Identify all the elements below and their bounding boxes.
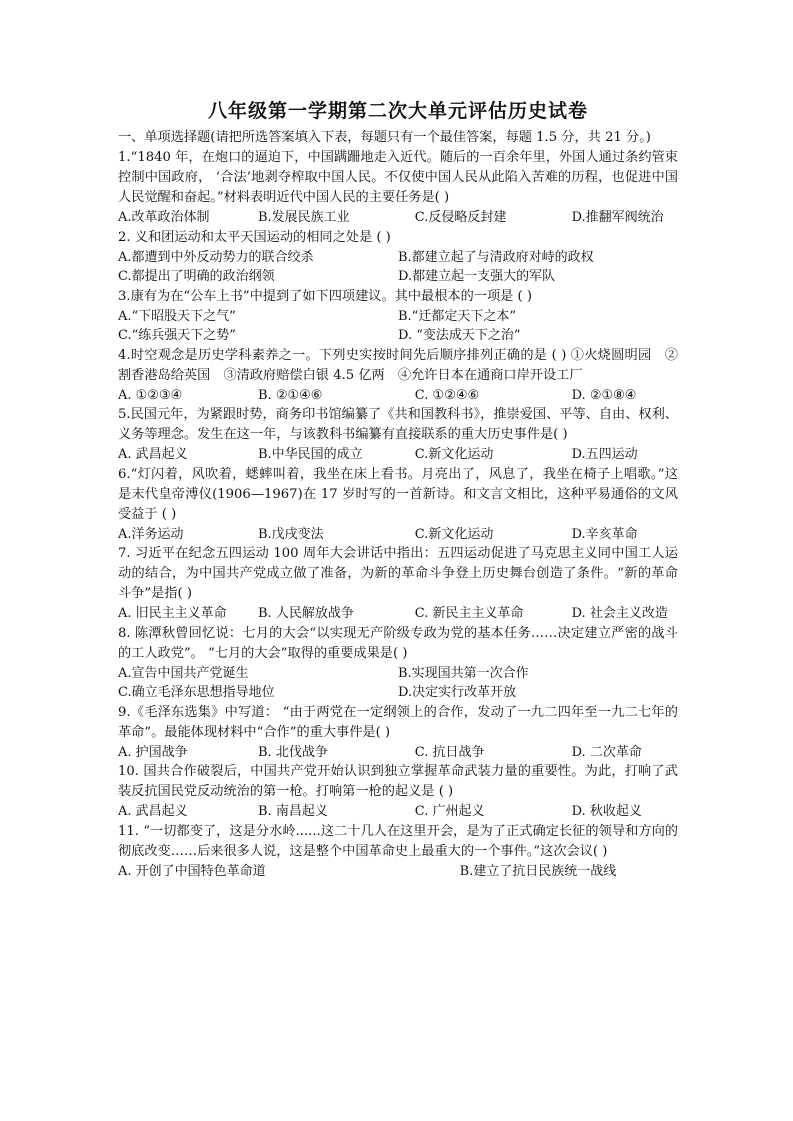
- question-stem: 8. 陈潭秋曾回忆说：七月的大会“以实现无产阶级专政为党的基本任务……决定建立严密的战斗的工人政党”。 “七月的大会”取得的重要成果是( ): [118, 625, 678, 661]
- answer-option: C. ①②④⑥: [414, 387, 480, 403]
- answer-option: A. 开创了中国特色革命道: [118, 863, 266, 879]
- answer-option: C.确立毛泽东思想指导地位: [118, 685, 275, 700]
- answer-option: B. 人民解放战争: [258, 606, 354, 621]
- exam-title: 八年级第一学期第二次大单元评估历史试卷: [207, 100, 588, 122]
- answer-option: B.实现国共第一次合作: [398, 665, 529, 681]
- question-9: [118, 703, 678, 763]
- question-4: [118, 346, 678, 406]
- answer-option: D.都建立起一支强大的军队: [398, 269, 556, 284]
- answer-option: B.发展民族工业: [258, 210, 350, 225]
- answer-option: B.都建立起了与清政府对峙的政权: [398, 249, 594, 265]
- question-stem: 5.民国元年，为紧跟时势，商务印书馆编纂了《共和国教科书》，推崇爱国、平等、自由、权利、义务等理念。发生在这一年，与该教科书编纂有直接联系的重大历史事件是( ): [118, 407, 678, 442]
- answer-option: A.“下昭股天下之气”: [118, 308, 236, 324]
- option-group: [118, 862, 678, 882]
- answer-option: C.都提出了明确的政治纲领: [118, 269, 275, 284]
- option-group: [118, 525, 678, 545]
- question-2: [118, 228, 678, 287]
- question-7: [118, 544, 678, 624]
- answer-option: B. ②①④⑥: [258, 387, 323, 403]
- question-stem: 4.时空观念是历史学科素养之一。下列史实按时间先后顺序排列正确的是 ( ) ①火烧圆明园 ②割香港岛给英国 ③清政府赔偿白银 4.5 亿两 ④允许日本在通商口岸开设工厂: [118, 347, 678, 383]
- answer-option: B. 北伐战争: [258, 744, 328, 760]
- option-group: [118, 743, 678, 763]
- answer-option: A. 旧民主主义革命: [118, 606, 227, 621]
- question-8: [118, 624, 678, 703]
- answer-option: C.新文化运动: [414, 526, 494, 542]
- answer-option: D.辛亥革命: [571, 526, 638, 542]
- question-stem: 10. 国共合作破裂后，中国共产党开始认识到独立掌握革命武装力量的重要性。为此，打响了武装反抗国民党反动统治的第一枪。打响第一枪的起义是 ( ): [118, 764, 678, 799]
- option-group: [118, 248, 678, 287]
- answer-option: B. 南昌起义: [258, 804, 328, 819]
- question-stem: 3.康有为在“公车上书”中提到了如下四项建议。其中最根本的一项是 ( ): [118, 288, 532, 304]
- option-group: [118, 208, 678, 228]
- answer-option: D.推翻军阀统治: [571, 210, 664, 225]
- answer-option: B.中华民国的成立: [258, 447, 363, 462]
- question-stem: 6.“灯闪着，风吹着，蟋蟀叫着，我坐在床上看书。月亮出了，风息了，我坐在椅子上唱歌。”这是末代皇帝溥仪(1906—1967)在 17 岁时写的一首新诗。和文言文相比，这种平易通俗的文风受益于 ( ): [118, 466, 678, 522]
- answer-option: A. 武昌起义: [118, 804, 188, 819]
- option-group: [118, 386, 678, 406]
- answer-option: B.建立了抗日民族统一战线: [459, 863, 617, 879]
- question-3: [118, 287, 678, 346]
- question-stem: 11. “一切都变了，这是分水岭......这二十几人在这里开会，是为了正式确定长征的领导和方向的彻底改变……后来很多人说，这是整个中国革命史上最重大的一个事件。”这次会议( ): [118, 823, 678, 859]
- answer-option: C.新文化运动: [414, 447, 494, 462]
- answer-option: D. 社会主义改造: [571, 606, 668, 621]
- answer-option: C. 广州起义: [414, 804, 485, 819]
- question-stem: 2. 义和团运动和太平天国运动的相同之处是 ( ): [118, 229, 391, 245]
- question-1: [118, 148, 678, 228]
- answer-option: D.决定实行改革开放: [398, 685, 517, 700]
- question-list: [118, 148, 678, 881]
- answer-option: A.洋务运动: [118, 526, 184, 542]
- answer-option: A. 护国战争: [118, 744, 188, 760]
- question-6: [118, 465, 678, 545]
- question-stem: 9.《毛泽东选集》中写道： “由于两党在一定纲领上的合作，发动了一九二四年至一九二七年的革命”。最能体现材料中“合作”的重大事件是( ): [118, 704, 678, 740]
- answer-option: A.宣告中国共产党诞生: [118, 665, 249, 681]
- option-group: [118, 604, 678, 624]
- question-11: [118, 822, 678, 882]
- answer-option: C. 抗日战争: [414, 744, 485, 760]
- answer-option: D. ②①⑧④: [571, 387, 637, 403]
- question-5: [118, 405, 678, 465]
- answer-option: B.戊戌变法: [258, 526, 324, 542]
- answer-option: D. 二次革命: [571, 744, 642, 760]
- option-group: [118, 802, 678, 822]
- answer-option: C.“练兵强天下之势”: [118, 328, 236, 343]
- answer-option: D. “变法成天下之治”: [398, 328, 521, 343]
- answer-option: D.五四运动: [571, 447, 638, 462]
- answer-option: A.改革政治体制: [118, 210, 210, 225]
- answer-option: A. 武昌起义: [118, 447, 188, 462]
- section-heading: 一、单项选择题(请把所选答案填入下表，每题只有一个最佳答案，每题 1.5 分，共 21 分。): [118, 130, 651, 145]
- answer-option: A. ①②③④: [118, 387, 183, 403]
- answer-option: C. 新民主主义革命: [414, 606, 524, 621]
- exam-page: [118, 100, 678, 881]
- option-group: [118, 664, 678, 703]
- answer-option: B.“迁都定天下之本”: [398, 308, 516, 324]
- question-10: [118, 762, 678, 822]
- answer-option: A.都遭到中外反动势力的联合绞杀: [118, 249, 314, 265]
- answer-option: D. 秋收起义: [571, 804, 642, 819]
- question-stem: 1.“1840 年，在炮口的逼迫下，中国蹒跚地走入近代。随后的一百余年里，外国人通过条约管束控制中国政府， ‘合法’地剥夺榨取中国人民。不仅使中国人民从此陷入苦难的历程，也促进中国人民觉醒和奋起。”材料表明近代中国人民的主要任务是( ): [118, 150, 678, 205]
- answer-option: C.反侵略反封建: [414, 210, 507, 225]
- question-stem: 7. 习近平在纪念五四运动 100 周年大会讲话中指出：五四运动促进了马克思主义同中国工人运动的结合，为中国共产党成立做了准备，为新的革命斗争登上历史舞台创造了条件。“新的革命斗争”是指( ): [118, 546, 678, 601]
- option-group: [118, 445, 678, 465]
- option-group: [118, 307, 678, 346]
